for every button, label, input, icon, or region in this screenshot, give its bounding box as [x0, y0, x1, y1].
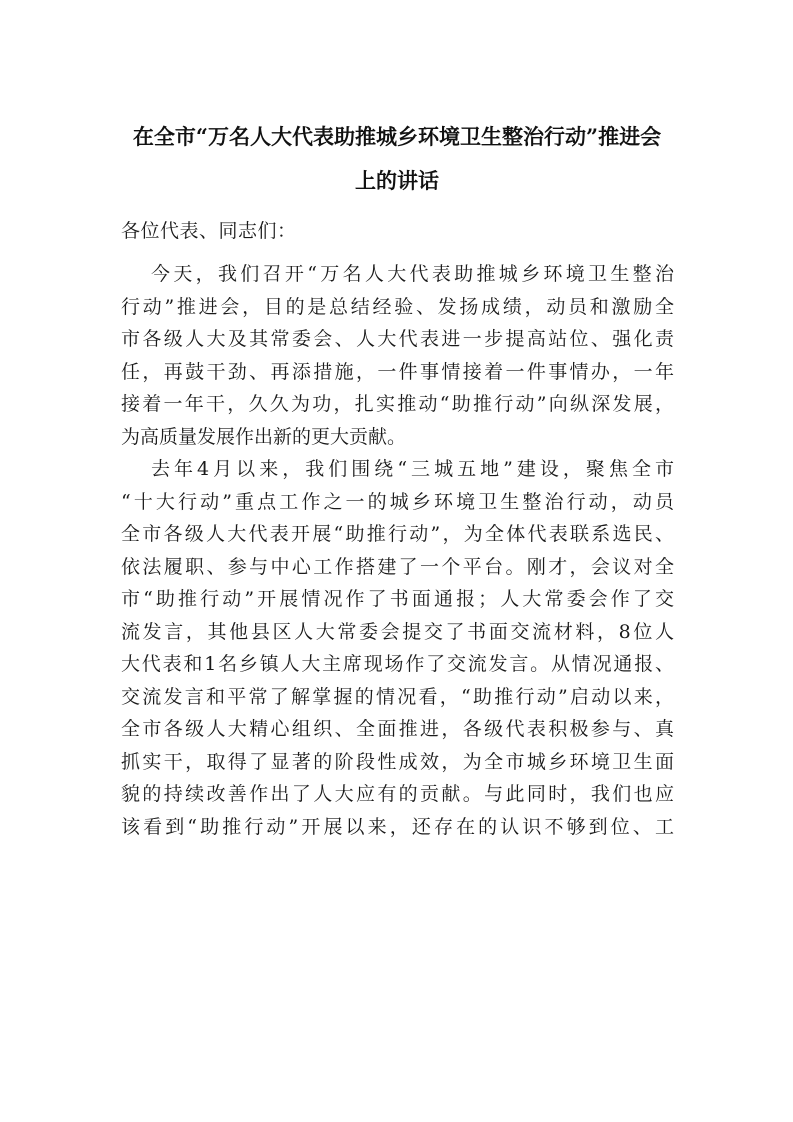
paragraph-line: 该看到“助推行动”开展以来，还存在的认识不够到位、工	[121, 815, 674, 838]
paragraph-line: 全市各级人大精心组织、全面推进，各级代表积极参与、真	[121, 718, 674, 740]
greeting: 各位代表、同志们：	[121, 220, 297, 242]
paragraph-line: 流发言，其他县区人大常委会提交了书面交流材料，8位人	[121, 620, 674, 643]
paragraph-line: 接着一年干，久久为功，扎实推动“助推行动”向纵深发展，	[121, 393, 674, 415]
paragraph-line: 貌的持续改善作出了人大应有的贡献。与此同时，我们也应	[121, 783, 674, 805]
paragraph-line: 市各级人大及其常委会、人大代表进一步提高站位、强化责	[121, 328, 674, 350]
paragraph-line: 依法履职、参与中心工作搭建了一个平台。刚才，会议对全	[121, 555, 674, 578]
document-title-line-2: 上的讲话	[355, 168, 439, 193]
paragraph-line: 全市各级人大代表开展“助推行动”，为全体代表联系选民、	[121, 523, 674, 545]
paragraph-line: 交流发言和平常了解掌握的情况看，“助推行动”启动以来，	[121, 685, 674, 708]
paragraph-line: 任，再鼓干劲、再添措施，一件事情接着一件事情办，一年	[121, 360, 674, 383]
paragraph-line: 去年4月以来，我们围绕“三城五地”建设，聚焦全市	[151, 458, 674, 480]
paragraph-line: 大代表和1名乡镇人大主席现场作了交流发言。从情况通报、	[121, 653, 674, 675]
paragraph-line: “十大行动”重点工作之一的城乡环境卫生整治行动，动员	[121, 490, 674, 513]
paragraph-line: 今天，我们召开“万名人大代表助推城乡环境卫生整治	[151, 263, 674, 285]
document-title-line-1: 在全市“万名人大代表助推城乡环境卫生整治行动”推进会	[132, 124, 662, 149]
paragraph-line: 为高质量发展作出新的更大贡献。	[121, 425, 407, 448]
paragraph-line: 抓实干，取得了显著的阶段性成效，为全市城乡环境卫生面	[121, 750, 674, 773]
paragraph-line: 市“助推行动”开展情况作了书面通报；人大常委会作了交	[121, 588, 674, 610]
paragraph-line: 行动”推进会，目的是总结经验、发扬成绩，动员和激励全	[121, 295, 674, 318]
